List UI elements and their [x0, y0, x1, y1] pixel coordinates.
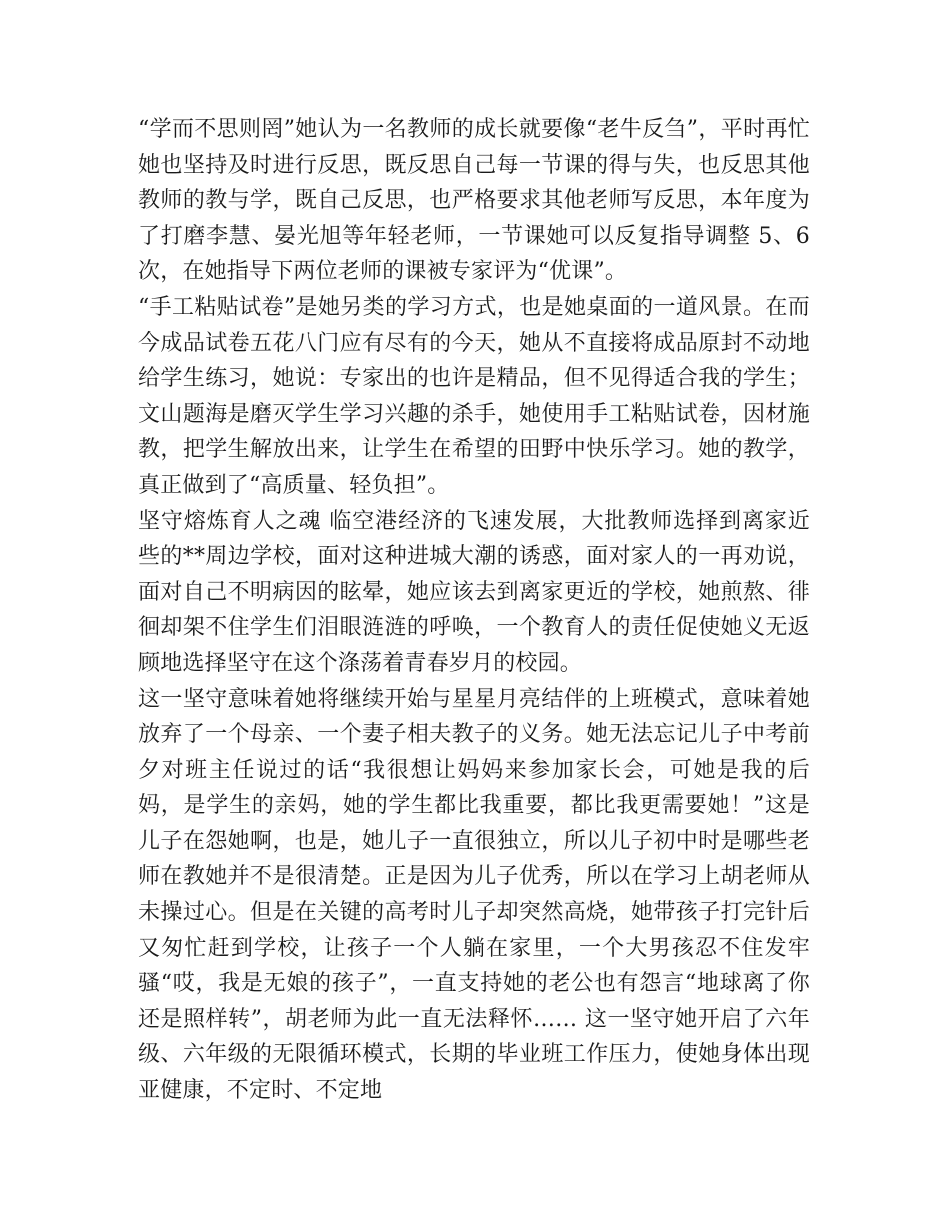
document-body — [138, 112, 810, 1109]
paragraph-sacrifice: 这一坚守意味着她将继续开始与星星月亮结伴的上班模式，意味着她放弃了一个母亲、一个妻子相夫教子的义务。她无法忘记儿子中考前夕对班主任说过的话“我很想让妈妈来参加家长会，可她是我的后妈，是学生的亲妈，她的学生都比我重要，都比我更需要她！”这是儿子在怨她啊，也是，她儿子一直很独立，所以儿子初中时是哪些老师在教她并不是很清楚。正是因为儿子优秀，所以在学习上胡老师从未操过心。但是在关键的高考时儿子却突然高烧，她带孩子打完针后又匆忙赶到学校，让孩子一个人躺在家里，一个大男孩忍不住发牢骚“哎，我是无娘的孩子”，一直支持她的老公也有怨言“地球离了你还是照样转”，胡老师为此一直无法释怀…… 这一坚守她开启了六年级、六年级的无限循环模式，长期的毕业班工作压力，使她身体出现亚健康，不定时、不定地 — [138, 686, 810, 1104]
paragraph-handmade-test-papers: “手工粘贴试卷”是她另类的学习方式，也是她桌面的一道风景。在而今成品试卷五花八门应有尽有的今天，她从不直接将成品原封不动地给学生练习，她说：专家出的也许是精品，但不见得适合我的学生；文山题海是磨灭学生学习兴趣的杀手，她使用手工粘贴试卷，因材施教，把学生解放出来，让学生在希望的田野中快乐学习。她的教学，真正做到了“高质量、轻负担”。 — [138, 294, 810, 498]
paragraph-perseverance: 坚守熔炼育人之魂 临空港经济的飞速发展，大批教师选择到离家近些的**周边学校，面对这种进城大潮的诱惑，面对家人的一再劝说，面对自己不明病因的眩晕，她应该去到离家更近的学校，她煎熬、徘徊却架不住学生们泪眼涟涟的呼唤，一个教育人的责任促使她义无返顾地选择坚守在这个涤荡着青春岁月的校园。 — [138, 508, 810, 676]
paragraph-reflection: “学而不思则罔”她认为一名教师的成长就要像“老牛反刍”，平时再忙她也坚持及时进行反思，既反思自己每一节课的得与失，也反思其他教师的教与学，既自己反思，也严格要求其他老师写反思，本年度为了打磨李慧、晏光旭等年轻老师，一节课她可以反复指导调整 5、6 次，在她指导下两位老师的课被专家评为“优课”。 — [138, 117, 810, 285]
